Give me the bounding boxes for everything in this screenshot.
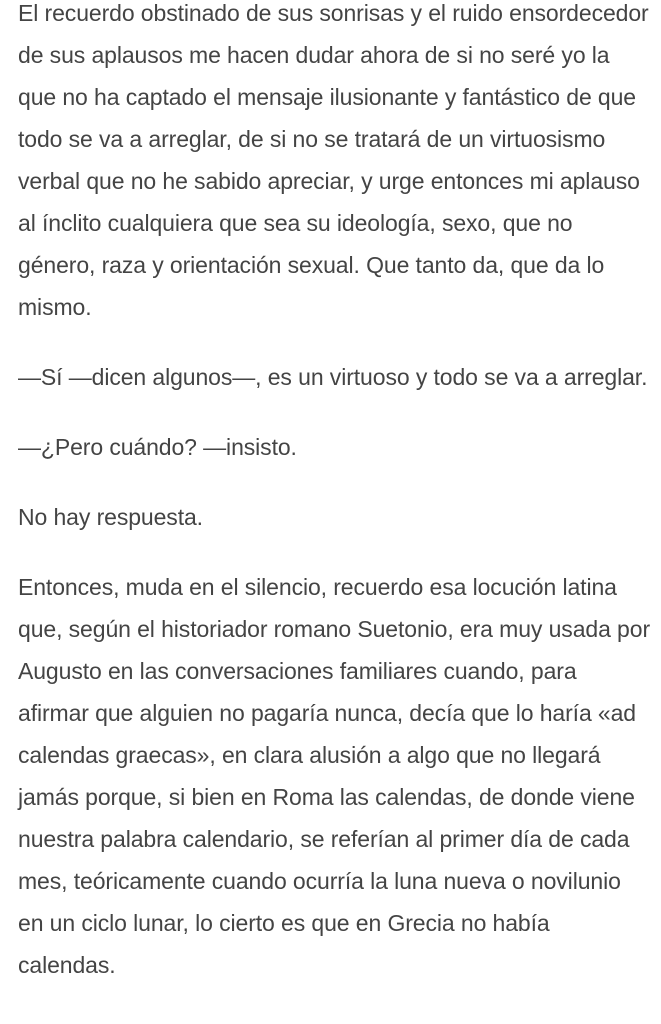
paragraph-3: —¿Pero cuándo? —insisto. [18,434,297,460]
paragraph-2: —Sí —dicen algunos—, es un virtuoso y todo se va a arreglar. [18,364,648,390]
paragraph-4: No hay respuesta. [18,504,203,530]
paragraph-1: El recuerdo obstinado de sus sonrisas y el ruido ensordecedor de sus aplausos me hacen dudar ahora de si no seré yo la que no ha captado el mensaje ilusionante y fantástico de que todo se va a arreglar, de si no se tratará de un virtuosismo verbal que no he sabido apreciar, y urge entonces mi aplauso al ínclito cualquiera que sea su ideología, sexo, que no género, raza y orientación sexual. Que tanto da, que da lo mismo. [18,0,649,320]
paragraph-5: Entonces, muda en el silencio, recuerdo esa locución latina que, según el historiador romano Suetonio, era muy usada por Augusto en las conversaciones familiares cuando, para afirmar que alguien no pagaría nunca, decía que lo haría «ad calendas graecas», en clara alusión a algo que no llegará jamás porque, si bien en Roma las calendas, de donde viene nuestra palabra calendario, se referían al primer día de cada mes, teóricamente cuando ocurría la luna nueva o novilunio en un ciclo lunar, lo cierto es que en Grecia no había calendas. [18,574,651,978]
article-body [18,0,650,1014]
